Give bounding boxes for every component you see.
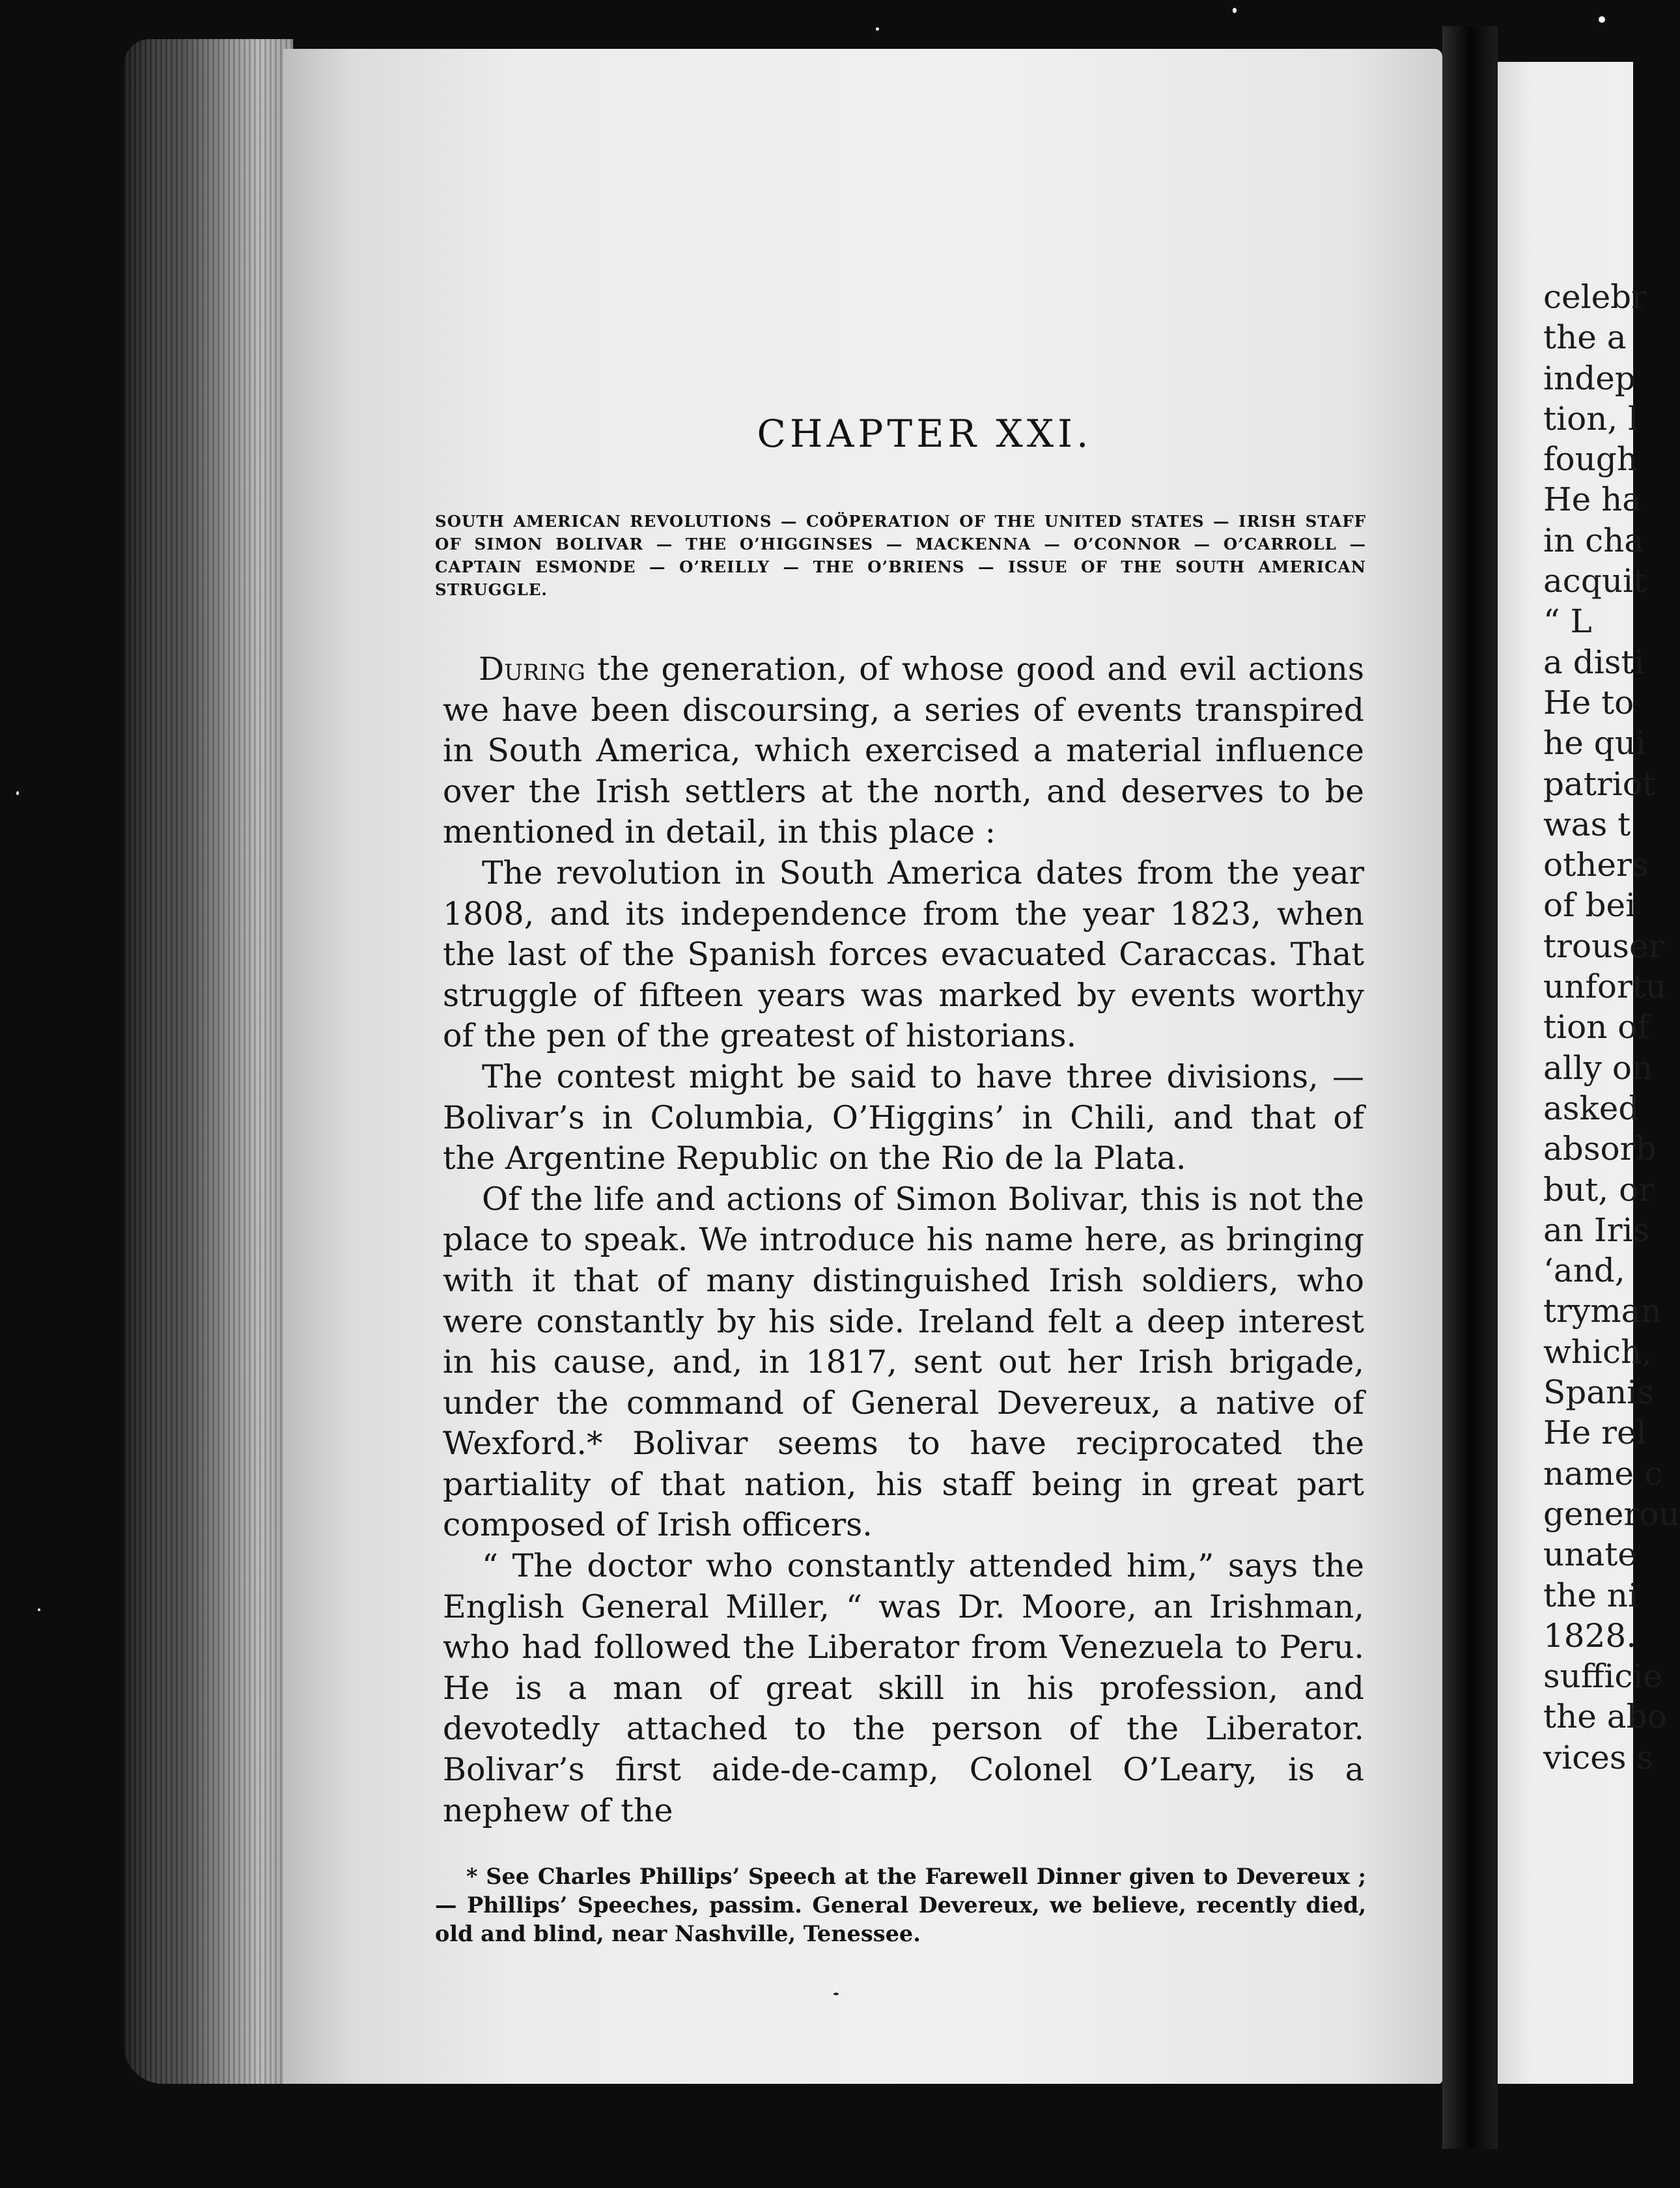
- facing-page-line: an Iris: [1543, 1211, 1650, 1249]
- film-speck: [16, 791, 19, 795]
- facing-page-line: tion, l: [1543, 399, 1639, 438]
- facing-page-line: sufficie: [1543, 1657, 1662, 1696]
- facing-page-line: name c: [1543, 1454, 1662, 1493]
- page-edge: [124, 39, 293, 2084]
- facing-page-line: generou: [1543, 1494, 1680, 1533]
- film-speck: [38, 1608, 40, 1611]
- film-speck: [1599, 16, 1605, 23]
- paragraph: “ The doctor who constantly attended him,” says the English General Miller, “ was Dr. Moore, an Irishman, who had followed the Liberator from Venezuela to Peru. He is a man of great skill in his profession, and devotedly attached to the person of the Liberator. Bolivar’s first aide-de-camp, Colonel O’Leary, is a nephew of the: [443, 1547, 1364, 1829]
- facing-page-line: ‘and,: [1543, 1252, 1625, 1290]
- facing-page-line: patriot: [1543, 764, 1655, 803]
- facing-page-line: absorb: [1543, 1130, 1657, 1168]
- facing-page-line: celebr: [1543, 278, 1647, 316]
- film-speck: [1233, 8, 1237, 13]
- facing-page-line: indep: [1543, 359, 1636, 397]
- facing-page-line: of bei: [1543, 886, 1636, 925]
- facing-page-line: a disti: [1543, 643, 1645, 681]
- facing-page-line: the abo: [1543, 1698, 1667, 1736]
- facing-page-line: tion of: [1543, 1008, 1649, 1046]
- facing-page-line: He rel: [1543, 1414, 1647, 1452]
- book-gutter: [1442, 26, 1498, 2149]
- facing-page-line: acquit: [1543, 562, 1647, 600]
- facing-page-line: but, or: [1543, 1170, 1655, 1209]
- facing-page-line: Spanis: [1543, 1373, 1654, 1412]
- facing-page-line: He to: [1543, 683, 1634, 722]
- facing-page-line: was t: [1543, 805, 1631, 843]
- facing-page-line: fough: [1543, 440, 1638, 479]
- facing-page-line: asked: [1543, 1089, 1640, 1127]
- facing-page-line: unate: [1543, 1536, 1637, 1574]
- chapter-summary: SOUTH AMERICAN REVOLUTIONS — COÖPERATION OF THE UNITED STATES — IRISH STAFF OF SIMON BOLIVAR — THE O’HIGGINSES — MACKENNA — O’CONNOR — O’CARROLL — CAPTAIN ESMONDE — O’REILLY — THE O’BRIENS — ISSUE OF THE SOUTH AMERICAN STRUGGLE.: [435, 512, 1366, 599]
- paragraph: During the generation, of whose good and evil actions we have been discoursing, a series of events transpired in South America, which exercised a material influence over the Irish settlers at the north, and deserves to be mentioned in detail, in this place :: [443, 651, 1364, 851]
- film-speck: [833, 1993, 839, 1995]
- film-speck: [876, 27, 879, 31]
- paragraph: The contest might be said to have three divisions, — Bolivar’s in Columbia, O’Higgins’ in Chili, and that of the Argentine Republic on the Rio de la Plata.: [443, 1058, 1364, 1177]
- facing-page-line: the a: [1543, 318, 1627, 357]
- body-text: [443, 649, 1364, 1831]
- facing-page-line: in cha: [1543, 521, 1644, 559]
- facing-page-line: vices s: [1543, 1738, 1654, 1776]
- drop-lead-word: During: [479, 651, 585, 688]
- facing-page-line: tryman: [1543, 1292, 1662, 1330]
- paragraph: The revolution in South America dates from the year 1808, and its independence from the year 1823, when the last of the Spanish forces evacuated Caraccas. That struggle of fifteen years was marked by events worthy of the pen of the greatest of historians.: [443, 854, 1364, 1055]
- facing-page-line: the ni: [1543, 1576, 1638, 1614]
- footnote: * See Charles Phillips’ Speech at the Farewell Dinner given to Devereux ; — Phillips’ Speeches, passim. General Devereux, we believe, recently died, old and blind, near Nashville, Tenessee.: [435, 1864, 1366, 1946]
- facing-page-line: others: [1543, 846, 1649, 884]
- facing-page-line: 1828.: [1543, 1616, 1637, 1655]
- facing-page-line: which,: [1543, 1332, 1653, 1371]
- facing-page-line: unfortu: [1543, 968, 1667, 1006]
- facing-page-line: he qui: [1543, 724, 1646, 763]
- facing-page-text: [1543, 277, 1680, 1778]
- facing-page-line: He ha: [1543, 481, 1642, 519]
- facing-page-line: ally on: [1543, 1048, 1653, 1087]
- paragraph: Of the life and actions of Simon Bolivar, this is not the place to speak. We introduce his name here, as bringing with it that of many distinguished Irish soldiers, who were constantly by his side. Ireland felt a deep interest in his cause, and, in 1817, sent out her Irish brigade, under the command of General Devereux, a native of Wexford.* Bolivar seems to have reciprocated the partiality of that nation, his staff being in great part composed of Irish officers.: [443, 1180, 1364, 1544]
- facing-page-line: trouser: [1543, 927, 1664, 965]
- facing-page-line: “ L: [1543, 602, 1592, 641]
- chapter-title: CHAPTER XXI.: [757, 412, 1093, 456]
